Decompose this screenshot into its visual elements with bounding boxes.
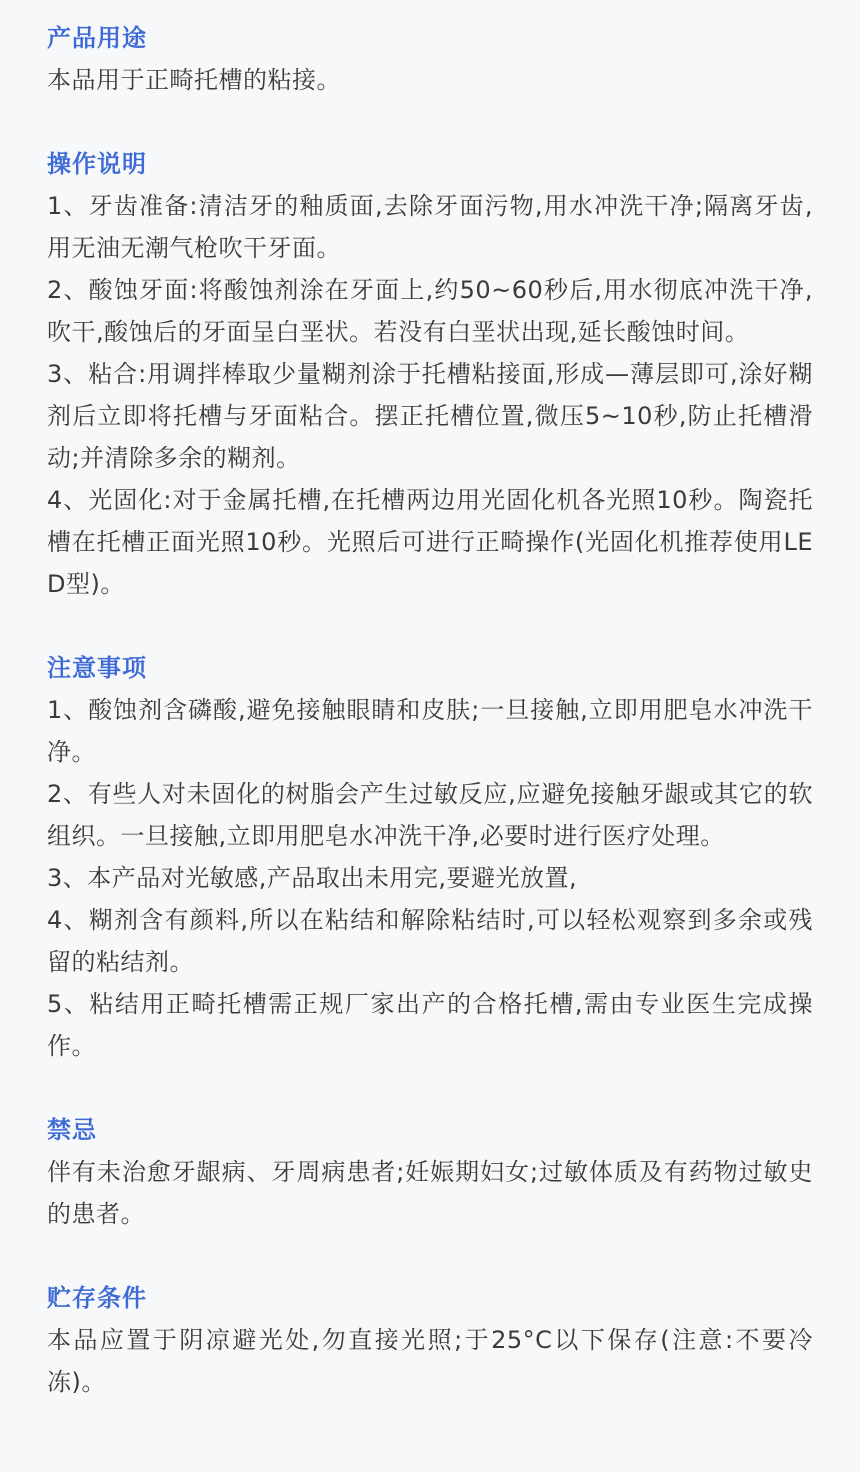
section-title: 贮存条件 <box>47 1284 147 1312</box>
paragraph: 伴有未治愈牙龈病、牙周病患者;妊娠期妇女;过敏体质及有药物过敏史的患者。 <box>47 1158 813 1228</box>
paragraph: 5、粘结用正畸托槽需正规厂家出产的合格托槽,需由专业医生完成操作。 <box>47 990 813 1060</box>
paragraph: 3、本产品对光敏感,产品取出未用完,要避光放置, <box>47 864 578 892</box>
paragraph: 2、酸蚀牙面:将酸蚀剂涂在牙面上,约50~60秒后,用水彻底冲洗干净,吹干,酸蚀后的牙面呈白垩状。若没有白垩状出现,延长酸蚀时间。 <box>47 276 813 346</box>
section-title: 产品用途 <box>47 24 147 52</box>
section-contraindications <box>47 1109 813 1235</box>
paragraph: 本品应置于阴凉避光处,勿直接光照;于25°C以下保存(注意:不要冷冻)。 <box>47 1326 813 1396</box>
paragraph: 3、粘合:用调拌棒取少量糊剂涂于托槽粘接面,形成—薄层即可,涂好糊剂后立即将托槽与牙面粘合。摆正托槽位置,微压5~10秒,防止托槽滑动;并清除多余的糊剂。 <box>47 360 813 472</box>
section-title: 注意事项 <box>47 654 147 682</box>
section-title: 禁忌 <box>47 1116 97 1144</box>
paragraph: 1、酸蚀剂含磷酸,避免接触眼睛和皮肤;一旦接触,立即用肥皂水冲洗干净。 <box>47 696 813 766</box>
section-usage <box>47 17 813 101</box>
section-precautions <box>47 647 813 1067</box>
paragraph: 本品用于正畸托槽的粘接。 <box>47 66 341 94</box>
paragraph: 4、糊剂含有颜料,所以在粘结和解除粘结时,可以轻松观察到多余或残留的粘结剂。 <box>47 906 813 976</box>
paragraph: 2、有些人对未固化的树脂会产生过敏反应,应避免接触牙龈或其它的软组织。一旦接触,立即用肥皂水冲洗干净,必要时进行医疗处理。 <box>47 780 813 850</box>
section-storage <box>47 1277 813 1403</box>
section-operation <box>47 143 813 605</box>
paragraph: 1、牙齿准备:清洁牙的釉质面,去除牙面污物,用水冲洗干净;隔离牙齿,用无油无潮气枪吹干牙面。 <box>47 192 813 262</box>
section-title: 操作说明 <box>47 150 147 178</box>
paragraph: 4、光固化:对于金属托槽,在托槽两边用光固化机各光照10秒。陶瓷托槽在托槽正面光照10秒。光照后可进行正畸操作(光固化机推荐使用LED型)。 <box>47 486 813 598</box>
